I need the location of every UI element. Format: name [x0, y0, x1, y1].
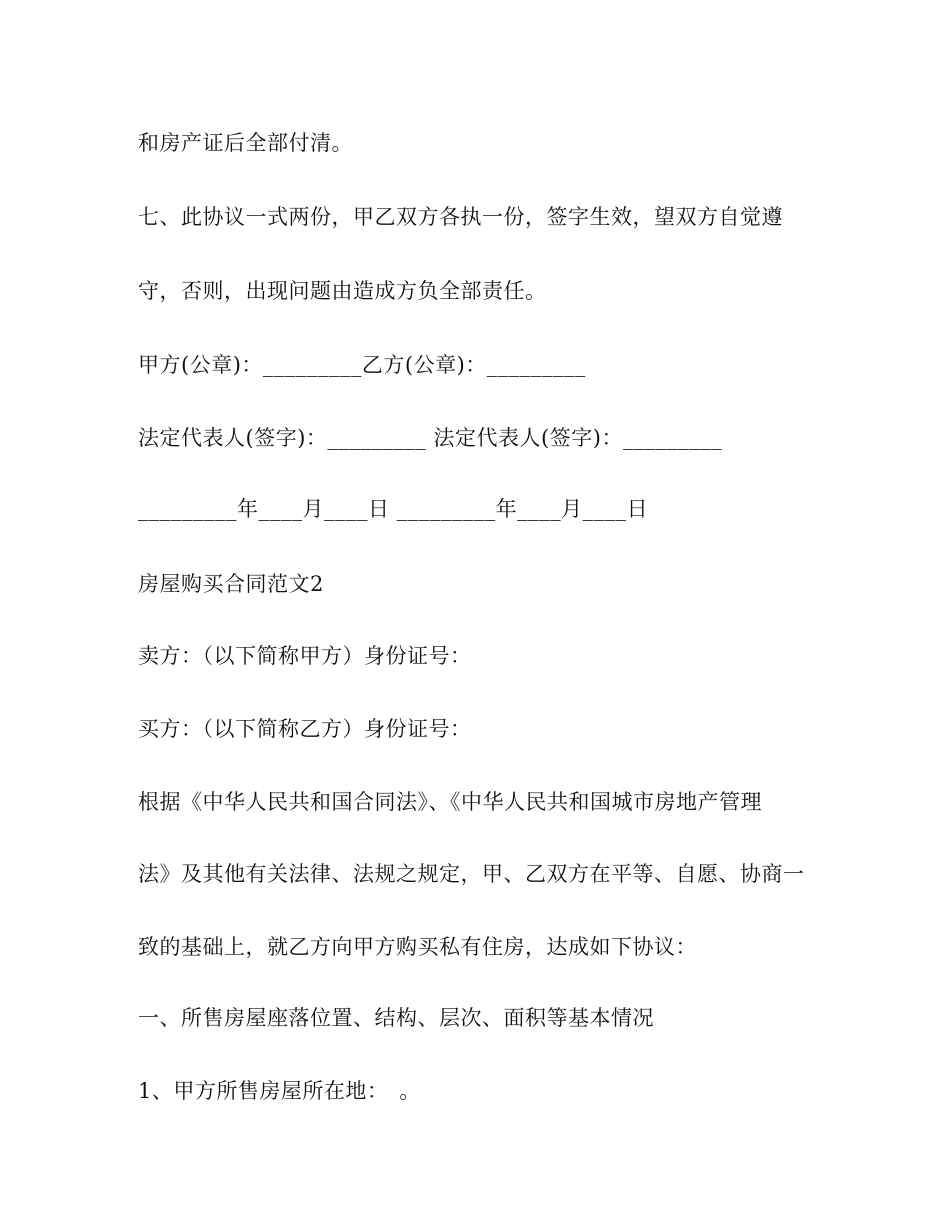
- signature-line-seals: 甲方(公章)：_________乙方(公章)：_________: [138, 353, 586, 377]
- text-line-payment-clause: 和房产证后全部付清。: [138, 131, 353, 155]
- text-line-seller: 卖方：（以下简称甲方）身份证号：: [138, 644, 472, 668]
- section-heading: 房屋购买合同范文2: [138, 572, 324, 596]
- signature-line-representatives: 法定代表人(签字)：_________ 法定代表人(签字)：_________: [138, 426, 722, 450]
- text-line-property-location: 1、甲方所售房屋所在地： 。: [138, 1079, 421, 1103]
- text-line-legal-basis-continued: 法》及其他有关法律、法规之规定，甲、乙双方在平等、自愿、协商一: [138, 862, 805, 886]
- text-line-clause-seven: 七、此协议一式两份，甲乙双方各执一份，签字生效，望双方自觉遵: [138, 205, 783, 229]
- text-line-legal-basis: 根据《中华人民共和国合同法》、《中华人民共和国城市房地产管理: [138, 790, 762, 814]
- text-line-clause-seven-continued: 守，否则，出现问题由造成方负全部责任。: [138, 279, 547, 303]
- text-line-buyer: 买方：（以下简称乙方）身份证号：: [138, 717, 472, 741]
- text-line-clause-one: 一、所售房屋座落位置、结构、层次、面积等基本情况: [138, 1006, 654, 1030]
- text-line-agreement: 致的基础上，就乙方向甲方购买私有住房，达成如下协议：: [138, 935, 697, 959]
- signature-line-dates: _________年____月____日 _________年____月____日: [138, 497, 649, 521]
